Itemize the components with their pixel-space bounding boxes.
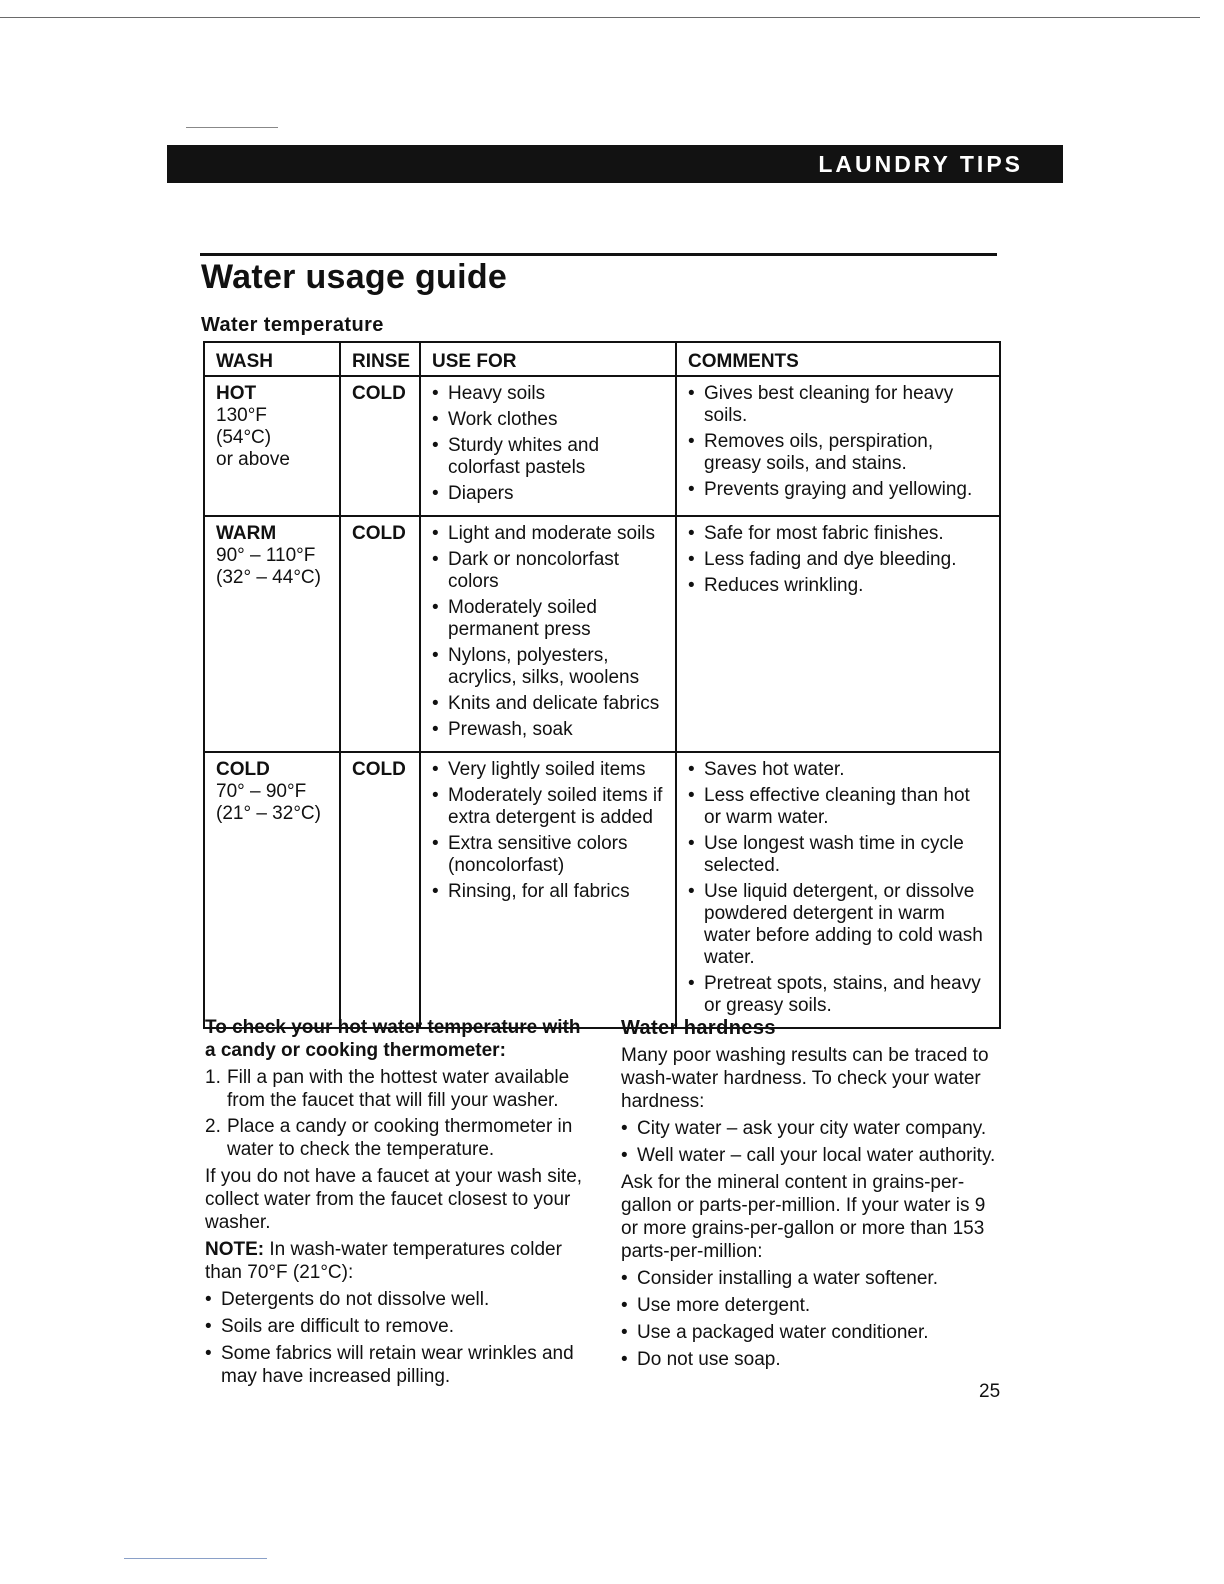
hard-water-remedies-list xyxy=(621,1267,1006,1371)
section-banner xyxy=(167,145,1063,183)
wash-temperature-detail: 90° – 110°F xyxy=(216,545,316,566)
step-text: Fill a pan with the hottest water available from the faucet that will fill your washer. xyxy=(227,1067,570,1111)
use-for-column-header: USE FOR xyxy=(420,342,676,376)
table-header-row xyxy=(204,342,1000,376)
list-item: • Use a packaged water conditioner. xyxy=(621,1321,1006,1344)
wash-temperature-detail: (32° – 44°C) xyxy=(216,567,321,588)
water-hardness-heading: Water hardness xyxy=(621,1017,776,1039)
list-item: • Heavy soils xyxy=(432,383,666,405)
use-for-cell xyxy=(420,376,676,516)
cold-water-note xyxy=(205,1238,590,1284)
list-item: • Removes oils, perspiration, greasy soils, and stains. xyxy=(688,431,990,475)
section-title: LAUNDRY TIPS xyxy=(818,151,1023,177)
list-item: • Light and moderate soils xyxy=(432,523,666,545)
list-item: • City water – ask your city water company. xyxy=(621,1117,1006,1140)
water-hardness-section xyxy=(621,1044,1006,1375)
list-item: • Consider installing a water softener. xyxy=(621,1267,1006,1290)
comments-cell xyxy=(676,376,1000,516)
note-label: NOTE: xyxy=(205,1239,265,1260)
wash-temperature-detail: or above xyxy=(216,449,290,470)
step-number: 1. xyxy=(205,1067,221,1088)
list-item: • Use longest wash time in cycle selected. xyxy=(688,833,990,877)
list-item: • Use liquid detergent, or dissolve powdered detergent in warm water before adding to cold wash water. xyxy=(688,881,990,969)
mineral-content-text: Ask for the mineral content in grains-per-gallon or parts-per-million. If your water is 9 or more grains-per-gallon or more than 153 parts-per-million: xyxy=(621,1172,986,1262)
list-item: • Diapers xyxy=(432,483,666,505)
list-item: • Knits and delicate fabrics xyxy=(432,693,666,715)
list-item: • Some fabrics will retain wear wrinkles and may have increased pilling. xyxy=(205,1342,590,1388)
table-row xyxy=(204,516,1000,752)
list-item: • Saves hot water. xyxy=(688,759,990,781)
list-item: • Do not use soap. xyxy=(621,1348,1006,1371)
list-item xyxy=(205,1115,590,1161)
rinse-cell: COLD xyxy=(340,516,420,752)
wash-temperature-name: COLD xyxy=(216,759,270,780)
rinse-column-header: RINSE xyxy=(340,342,420,376)
list-item: • Well water – call your local water authority. xyxy=(621,1144,1006,1167)
list-item: • Pretreat spots, stains, and heavy or greasy soils. xyxy=(688,973,990,1017)
wash-temperature-name: HOT xyxy=(216,383,257,404)
list-item: • Moderately soiled items if extra detergent is added xyxy=(432,785,666,829)
list-item: • Gives best cleaning for heavy soils. xyxy=(688,383,990,427)
check-steps-list xyxy=(205,1066,590,1161)
table-row xyxy=(204,752,1000,1028)
comments-column-header: COMMENTS xyxy=(676,342,1000,376)
cold-water-effects-list xyxy=(205,1288,590,1388)
comments-cell xyxy=(676,516,1000,752)
list-item: • Soils are difficult to remove. xyxy=(205,1315,590,1338)
list-item: • Detergents do not dissolve well. xyxy=(205,1288,590,1311)
table-row xyxy=(204,376,1000,516)
check-hot-water-heading: To check your hot water temperature with a candy or cooking thermometer: xyxy=(205,1017,581,1061)
page-number: 25 xyxy=(979,1381,1001,1402)
top-rule xyxy=(0,17,1200,18)
list-item: • Very lightly soiled items xyxy=(432,759,666,781)
wash-temperature-detail: 130°F xyxy=(216,405,267,426)
list-item xyxy=(205,1066,590,1112)
bottom-rule xyxy=(124,1558,267,1559)
top-dash xyxy=(186,127,278,128)
page-title: Water usage guide xyxy=(201,258,508,296)
list-item: • Rinsing, for all fabrics xyxy=(432,881,666,903)
rinse-cell: COLD xyxy=(340,376,420,516)
faucet-note: If you do not have a faucet at your wash site, collect water from the faucet closest to your washer. xyxy=(205,1166,583,1233)
wash-temperature-name: WARM xyxy=(216,523,277,544)
list-item: • Sturdy whites and colorfast pastels xyxy=(432,435,666,479)
water-source-list xyxy=(621,1117,1006,1167)
list-item: • Work clothes xyxy=(432,409,666,431)
use-for-cell xyxy=(420,752,676,1028)
wash-temperature-detail: (21° – 32°C) xyxy=(216,803,321,824)
wash-column-header: WASH xyxy=(204,342,340,376)
list-item: • Nylons, polyesters, acrylics, silks, woolens xyxy=(432,645,666,689)
list-item: • Prewash, soak xyxy=(432,719,666,741)
step-text: Place a candy or cooking thermometer in water to check the temperature. xyxy=(227,1116,573,1160)
list-item: • Reduces wrinkling. xyxy=(688,575,990,597)
step-number: 2. xyxy=(205,1116,221,1137)
list-item: • Safe for most fabric finishes. xyxy=(688,523,990,545)
wash-temperature-detail: (54°C) xyxy=(216,427,272,448)
wash-cell xyxy=(204,516,340,752)
note-text: In wash-water temperatures colder than 70°F (21°C): xyxy=(205,1239,562,1283)
list-item: • Moderately soiled permanent press xyxy=(432,597,666,641)
hardness-intro: Many poor washing results can be traced to wash-water hardness. To check your water hardness: xyxy=(621,1045,989,1112)
list-item: • Less fading and dye bleeding. xyxy=(688,549,990,571)
wash-temperature-detail: 70° – 90°F xyxy=(216,781,307,802)
comments-cell xyxy=(676,752,1000,1028)
title-rule xyxy=(200,253,997,256)
wash-cell xyxy=(204,752,340,1028)
water-temperature-table xyxy=(203,341,1001,1029)
list-item: • Less effective cleaning than hot or warm water. xyxy=(688,785,990,829)
list-item: • Use more detergent. xyxy=(621,1294,1006,1317)
wash-cell xyxy=(204,376,340,516)
list-item: • Dark or noncolorfast colors xyxy=(432,549,666,593)
list-item: • Prevents graying and yellowing. xyxy=(688,479,990,501)
use-for-cell xyxy=(420,516,676,752)
water-temperature-heading: Water temperature xyxy=(201,314,384,336)
list-item: • Extra sensitive colors (noncolorfast) xyxy=(432,833,666,877)
check-hot-water-section xyxy=(205,1016,590,1392)
rinse-cell: COLD xyxy=(340,752,420,1028)
